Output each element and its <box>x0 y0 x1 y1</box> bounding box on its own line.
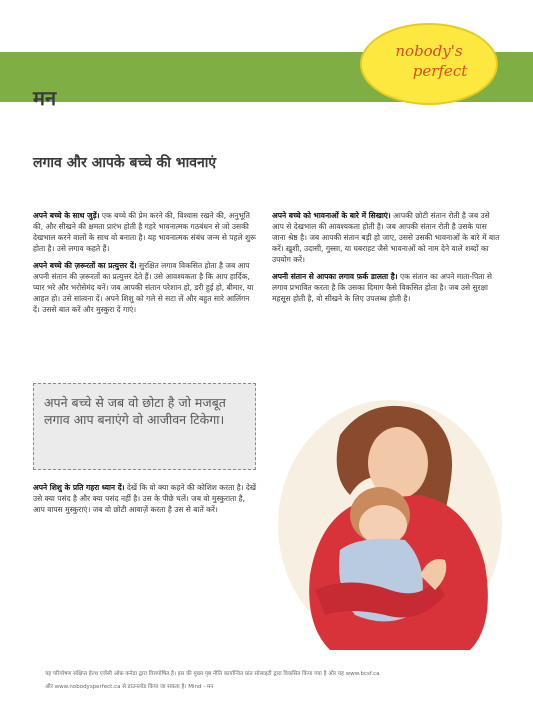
left-column-bottom <box>33 482 258 521</box>
paragraph-body: एक बच्चे की प्रेम करने की, विश्वास रखने की, अनुभूति की, और सीखने की क्षमता प्रारंभ होती है गहरे भावनात्मक गठबंधन से जो उसकी देखभाल करने वालों के साथ वो बनाता है। यह भावनात्मक संबंध जन्म से पहले शुरू होता है। उसे लगाव कहते हैं। <box>33 211 256 253</box>
paragraph-heading: अपने शिशु के प्रति गहरा ध्यान दें। <box>33 483 125 492</box>
paragraph-heading: अपने बच्चे के साथ जुड़ें। <box>33 211 100 220</box>
paragraph-heading: अपने बच्चे को भावनाओं के बारे में सिखाएं। <box>272 211 391 220</box>
logo-text-line1: nobody's <box>395 42 463 60</box>
paragraph-body: एक संतान का अपने माता-पिता से लगाव प्रभावित करता है कि उसका दिमाग कैसे विकसित होता है। जब उसे सुरक्षा महसूस होती है, वो सीखने के लिए उपलब्ध होती है। <box>272 272 492 303</box>
left-column <box>33 210 258 321</box>
page-title: मन <box>33 86 57 110</box>
paragraph-difference <box>272 271 500 304</box>
footer-line-2: और www.nobodysperfect.ca से डाउनलोड किया जा सकता है। Mind - मन <box>45 684 214 690</box>
mother-hugging-child-illustration <box>270 375 510 655</box>
nobodys-perfect-logo <box>360 23 498 105</box>
paragraph-connect <box>33 210 258 254</box>
pull-quote: अपने बच्चे से जब वो छोटा है जो मजबूत लगाव आप बनाएंगे वो आजीवन टिकेगा। <box>33 383 256 470</box>
paragraph-emotions <box>272 210 500 265</box>
paragraph-heading: अपने बच्चे की ज़रूरतों का प्रत्युत्तर दें। <box>33 261 137 270</box>
paragraph-body: देखें कि वो क्या कहने की कोशिश करता है। देखें उसे क्या पसंद है और क्या पसंद नहीं है। उस के पीछे चलें। जब वो मुस्कुराता है, आप वापस मुस्कुराएं। जब वो छोटी आवाज़ें करता है उस से बातें करें। <box>33 483 257 514</box>
paragraph-respond <box>33 260 258 315</box>
paragraph-heading: अपनी संतान से आपका लगाव फ़र्क डालता है। <box>272 272 398 281</box>
paragraph-body: सुरक्षित लगाव विकसित होता है जब आप अपनी संतान की ज़रूरतों का प्रत्युत्तर देते हैं। उसे आवश्यकता है कि आप हार्दिक, प्यार भरे और भरोसेमंद बनें। जब आपकी संतान परेशान हो, डरी हुई हो, बीमार, या आहत हो। उसे सांत्वना दें। अपने शिशु को गले से सटा लें और बहुत सारे आलिंगन दें। उससे बात करें और मुस्कुरा दें गाएं। <box>33 261 254 314</box>
paragraph-attention <box>33 482 258 515</box>
section-subtitle: लगाव और आपके बच्चे की भावनाएं <box>33 155 217 171</box>
right-column <box>272 210 500 310</box>
logo-text-line2: perfect <box>412 62 468 80</box>
footer-line-1: यह परिपोषण संक्षिप्त हेल्थ एजेंसी ऑफ़ कनेडा द्वारा वित्तपोषित है। इस की मुख्य पृष्ठ नीति कार्यान्वित प्रांत सोसाइटी द्वारा विकसित किया गया है और यह www.bcsf.ca <box>45 671 380 677</box>
paragraph-body: आपकी छोटी संतान रोती है जब उसे आप से देखभाल की आवश्यकता होती है। जब आपकी संतान रोती है उसके पास जाना श्रेष्ठ है। जब आपकी संतान बड़ी हो जाए, उससे उसकी भावनाओं के बारे में बात करें। ख़ुशी, उदासी, गुस्सा, या घबराहट जैसे भावनाओं को नाम देने वाले शब्दों का उपयोग करें। <box>272 211 500 264</box>
